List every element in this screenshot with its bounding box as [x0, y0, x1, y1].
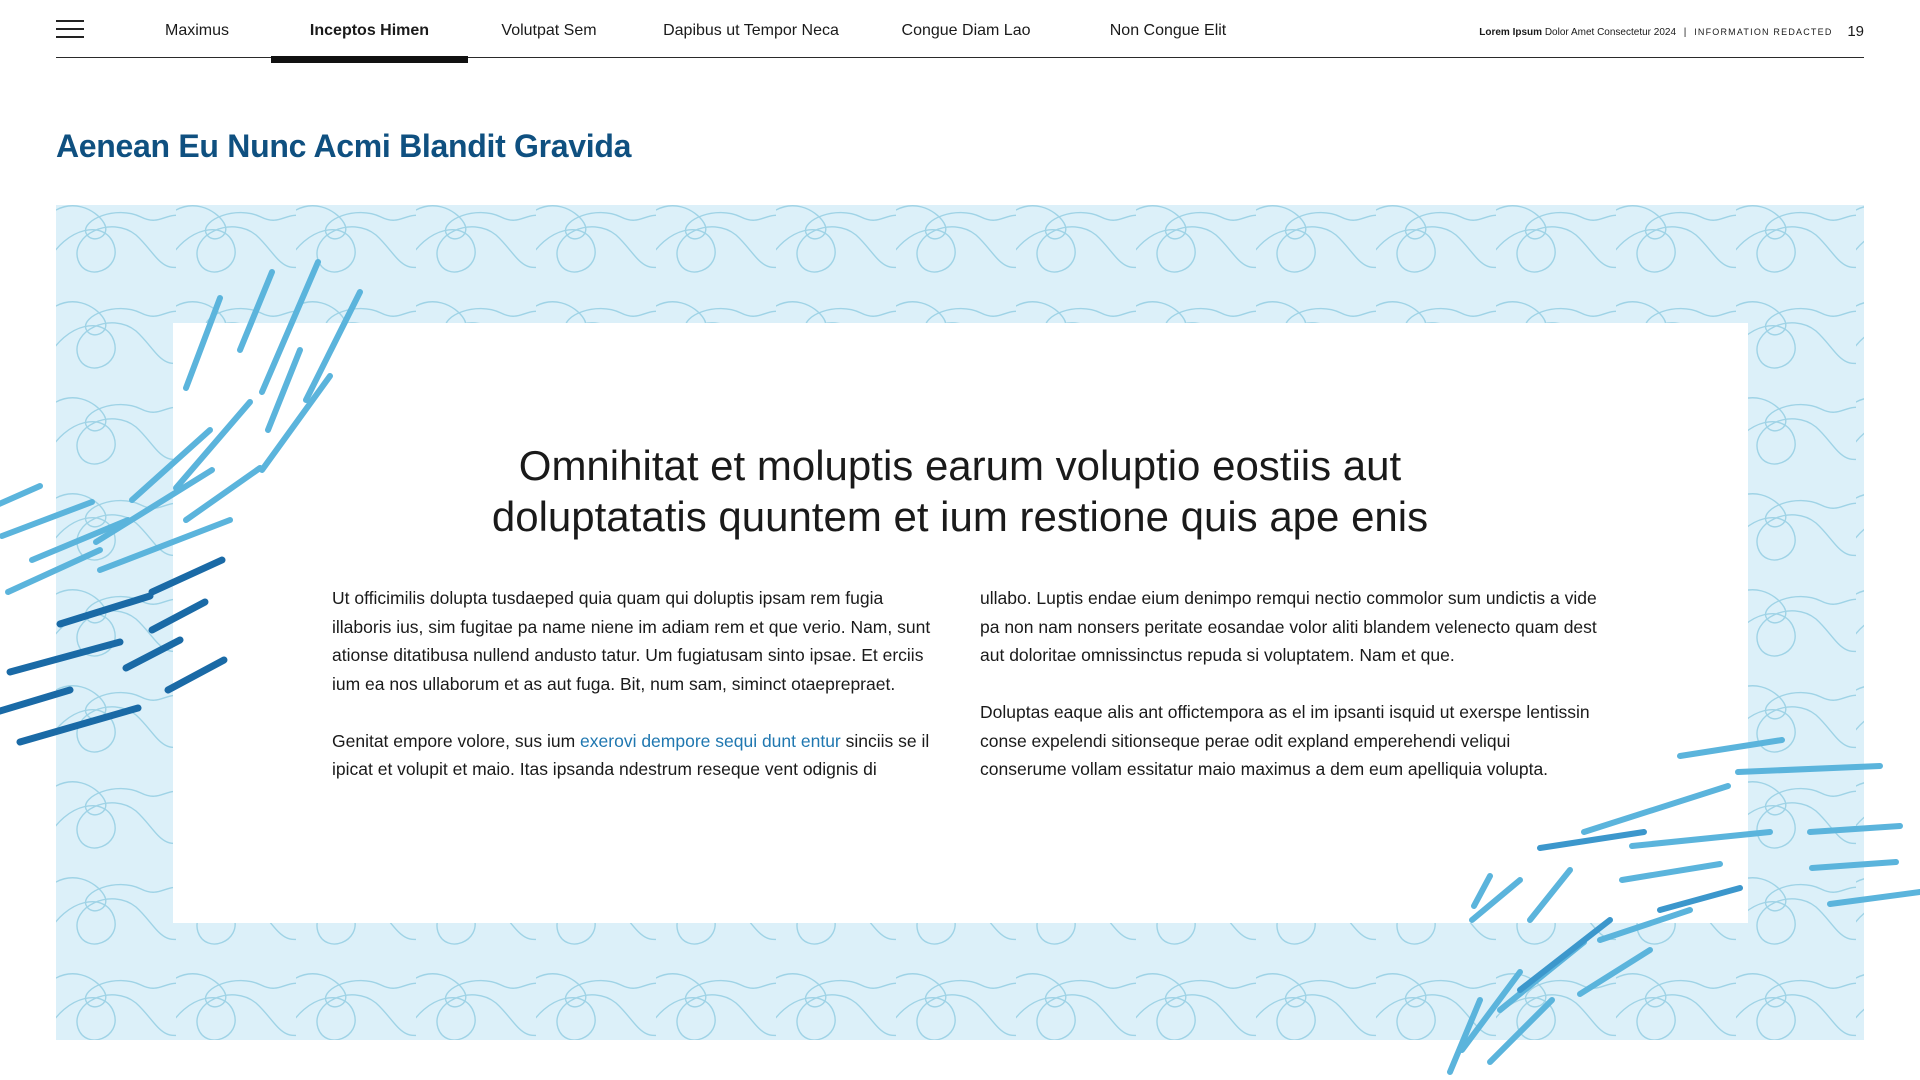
body-column-left [332, 584, 942, 812]
headline-line-1: Omnihitat et moluptis earum voluptio eostiis aut [518, 442, 1402, 489]
section-title: Aenean Eu Nunc Acmi Blandit Gravida [56, 128, 632, 164]
body-column-right [980, 584, 1600, 812]
paragraph-right-2: Doluptas eaque alis ant offictempora as el im ipsanti isquid ut exerspe lentissin conse expelendi sitionseque perae odit expland emperehendi veliqui conserume vollam essitatur maio maximus a dem eum apelliquia volupta. [980, 702, 1590, 779]
nav-item-non-congue-elit[interactable]: Non Congue Elit [1109, 22, 1227, 39]
top-navigation-bar [56, 0, 1864, 58]
classification-label: INFORMATION REDACTED [1694, 27, 1833, 37]
document-title: Dolor Amet Consectetur 2024 [1544, 27, 1677, 38]
paragraph-right-1: ullabo. Luptis endae eium denimpo remqui nectio commolor sum undictis a vide pa non nam nonsers peritate eosandae volor aliti blandem velenecto quam dest aut doloritae omnissinctus repuda si voluptatem. Nam et que. [980, 588, 1597, 665]
nav-item-volutpat-sem[interactable]: Volutpat Sem [501, 22, 597, 39]
headline-line-2: doluptatatis quuntem et ium restione quis ape enis [491, 493, 1429, 540]
nav-item-congue-diam-lao[interactable]: Congue Diam Lao [901, 22, 1031, 39]
page-number: 19 [1847, 23, 1864, 40]
document-header-info [1479, 22, 1864, 39]
nav-item-maximus[interactable]: Maximus [164, 22, 229, 39]
paragraph-left-1: Ut officimilis dolupta tusdaeped quia quam qui doluptis ipsam rem fugia illaboris ius, sim fugitae pa name niene im adiam rem et que verio. Nam, sunt ationse ditatibusa nullend andusto tatur. Um fugiatusam sinto ipsae. Et erciis ium ea nos ullaborum et as aut fuga. Bit, num sam, siminct otaeprepraet. [332, 588, 931, 694]
nav-item-inceptos-himen[interactable]: Inceptos Himen [271, 0, 468, 57]
hamburger-menu-icon[interactable] [56, 20, 84, 40]
inline-link[interactable]: exerovi dempore sequi dunt entur [580, 730, 841, 751]
header-separator: | [1683, 27, 1687, 38]
paragraph-left-2-start: Genitat empore volore, sus ium [332, 730, 576, 751]
paragraph-left-2 [332, 727, 942, 784]
nav-item-dapibus-ut-tempor-neca[interactable]: Dapibus ut Tempor Neca [663, 22, 839, 39]
document-title-bold: Lorem Ipsum [1479, 27, 1543, 38]
paragraph-left-2-end: sinciis se il ipicat et volupit et maio. Itas ipsanda ndestrum reseque vent odignis di [332, 730, 930, 779]
content-headline [430, 440, 1490, 542]
